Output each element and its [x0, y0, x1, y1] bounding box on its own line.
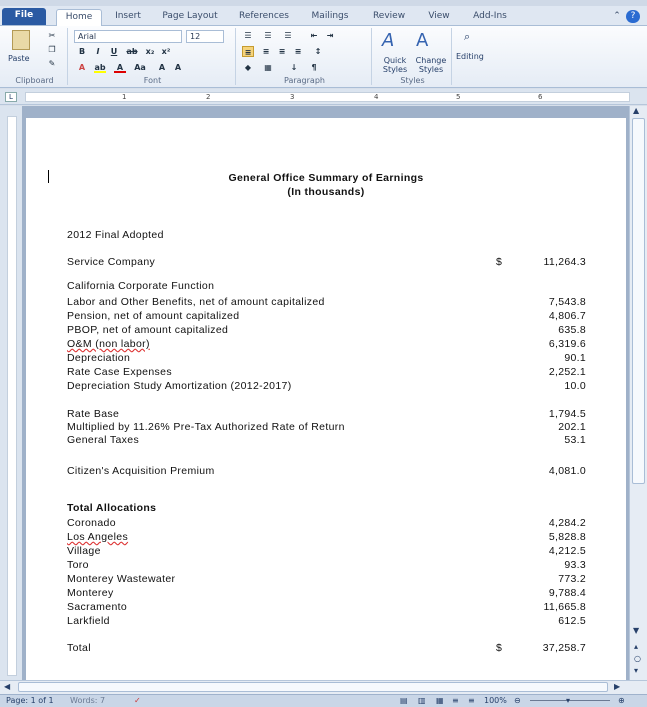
scroll-down-icon[interactable]: ▼: [633, 626, 640, 635]
paragraph-label: Paragraph: [284, 76, 325, 85]
allocations-heading: Total Allocations: [67, 502, 157, 514]
section-label: 2012 Final Adopted: [67, 229, 164, 241]
line-item-label: Depreciation: [67, 352, 131, 364]
change-styles-icon[interactable]: A: [416, 30, 429, 51]
help-icon[interactable]: ?: [626, 10, 640, 23]
allocation-value: 9,788.4: [548, 587, 586, 599]
line-item-label: PBOP, net of amount capitalized: [67, 324, 229, 336]
allocation-value: 612.5: [558, 615, 586, 627]
horizontal-scroll-thumb[interactable]: [18, 682, 608, 692]
minimize-ribbon-icon[interactable]: ⌃: [613, 11, 621, 21]
word-count[interactable]: Words: 7: [70, 696, 106, 705]
horizontal-scrollbar[interactable]: [0, 680, 647, 694]
copy-icon[interactable]: ❐: [48, 45, 56, 54]
allocation-label: Coronado: [67, 517, 116, 529]
allocation-value: 4,284.2: [548, 517, 586, 529]
font-size-box[interactable]: 12: [186, 30, 224, 43]
font-label: Font: [143, 76, 162, 85]
allocation-value: 93.3: [564, 559, 586, 571]
line-item-label: Rate Base: [67, 408, 120, 420]
total-value: 37,258.7: [542, 642, 586, 654]
bullets-icon[interactable]: ☰: [244, 31, 252, 40]
justify-icon[interactable]: ≡: [294, 47, 302, 56]
line-item-value: 4,806.7: [548, 310, 586, 322]
find-icon[interactable]: ⌕: [464, 30, 471, 43]
line-item-value: 90.1: [564, 352, 586, 364]
horizontal-ruler: [0, 89, 647, 105]
shading-icon[interactable]: ◆: [244, 63, 252, 72]
tab-selector[interactable]: L: [5, 92, 17, 102]
line-item-label: Multiplied by 11.26% Pre-Tax Authorized Rate of Return: [67, 421, 345, 433]
line-item-value: 202.1: [558, 421, 586, 433]
underline-icon[interactable]: U: [110, 47, 118, 56]
browse-object-icon[interactable]: ○: [634, 654, 641, 663]
document-area: [22, 106, 629, 680]
scroll-thumb[interactable]: [632, 118, 645, 484]
ruler-number: 4: [374, 93, 379, 101]
styles-group: [374, 28, 452, 85]
service-company-label: Service Company: [67, 256, 156, 268]
clipboard-label: Clipboard: [15, 76, 54, 85]
allocation-label: Monterey: [67, 587, 114, 599]
increase-indent-icon[interactable]: ⇥: [326, 31, 334, 40]
highlight-icon[interactable]: ab: [94, 63, 106, 72]
grow-font-icon[interactable]: A: [158, 63, 166, 72]
ruler-track: [25, 92, 630, 102]
line-item-value: 7,543.8: [548, 296, 586, 308]
line-item-value: 10.0: [564, 380, 586, 392]
font-color-icon[interactable]: A: [114, 62, 126, 73]
line-item-value: 2,252.1: [548, 366, 586, 378]
outline-icon[interactable]: ≡: [452, 696, 459, 705]
premium-label: Citizen's Acquisition Premium: [67, 465, 215, 477]
strikethrough-icon[interactable]: ab: [126, 47, 138, 56]
shrink-font-icon[interactable]: A: [174, 63, 182, 72]
previous-page-icon[interactable]: ▴: [634, 642, 639, 651]
draft-icon[interactable]: ≡: [468, 696, 475, 705]
vertical-scrollbar[interactable]: [629, 106, 647, 680]
line-item-value: 53.1: [564, 434, 586, 446]
ribbon-tab-bar: [0, 6, 647, 26]
align-right-icon[interactable]: ≡: [278, 47, 286, 56]
zoom-in-icon[interactable]: ⊕: [618, 696, 625, 705]
align-center-icon[interactable]: ≡: [262, 47, 270, 56]
styles-label: Styles: [400, 76, 425, 85]
bold-icon[interactable]: B: [78, 47, 86, 56]
next-page-icon[interactable]: ▾: [634, 666, 639, 675]
decrease-indent-icon[interactable]: ⇤: [310, 31, 318, 40]
line-item-label: Labor and Other Benefits, net of amount capitalized: [67, 296, 325, 308]
paste-button[interactable]: Paste: [8, 54, 30, 63]
tab-view[interactable]: View: [428, 11, 450, 21]
allocation-label: Sacramento: [67, 601, 128, 613]
currency-symbol: $: [496, 642, 503, 654]
change-case-icon[interactable]: Aa: [134, 63, 146, 72]
web-layout-icon[interactable]: ▦: [436, 696, 444, 705]
scroll-up-icon[interactable]: ▲: [633, 106, 640, 115]
tab-add-ins[interactable]: Add-Ins: [473, 11, 507, 21]
numbering-icon[interactable]: ☰: [264, 31, 272, 40]
scroll-left-icon[interactable]: ◀: [4, 682, 11, 691]
italic-icon[interactable]: I: [96, 47, 100, 56]
tab-file[interactable]: File: [2, 8, 46, 25]
format-painter-icon[interactable]: ✎: [48, 59, 56, 68]
tab-references[interactable]: References: [238, 11, 289, 21]
premium-value: 4,081.0: [548, 465, 586, 477]
multilevel-list-icon[interactable]: ☰: [284, 31, 292, 40]
allocation-label: Toro: [67, 559, 89, 571]
page-count[interactable]: Page: 1 of 1: [6, 696, 54, 705]
ruler-number: 3: [290, 93, 295, 101]
ccf-heading: California Corporate Function: [67, 280, 215, 292]
tab-home[interactable]: Home: [56, 9, 102, 27]
document-title: General Office Summary of Earnings: [228, 172, 424, 184]
quick-styles-button[interactable]: Quick Styles: [382, 56, 408, 74]
line-item-value: 1,794.5: [548, 408, 586, 420]
font-group: [70, 28, 236, 85]
allocation-label: Monterey Wastewater: [67, 573, 176, 585]
print-layout-icon[interactable]: ▤: [400, 696, 408, 705]
quick-styles-icon[interactable]: A: [382, 30, 395, 51]
editing-group: [454, 28, 494, 85]
line-item-label: General Taxes: [67, 434, 140, 446]
paste-icon[interactable]: [12, 30, 30, 50]
vertical-ruler: [0, 106, 22, 680]
editing-button[interactable]: Editing: [456, 52, 484, 61]
paragraph-group: [238, 28, 372, 85]
allocation-label: Village: [67, 545, 101, 557]
allocation-value: 773.2: [558, 573, 586, 585]
line-item-label: O&M (non labor): [67, 338, 150, 350]
allocation-label: Larkfield: [67, 615, 110, 627]
align-left-icon[interactable]: ≡: [242, 46, 254, 57]
proofing-icon[interactable]: ✓: [134, 696, 141, 705]
allocation-label: Los Angeles: [67, 531, 129, 543]
borders-icon[interactable]: ▦: [264, 63, 272, 72]
document-subtitle: (In thousands): [287, 186, 365, 198]
line-item-value: 6,319.6: [548, 338, 586, 350]
tab-mailings[interactable]: Mailings: [311, 11, 349, 21]
document-page[interactable]: [26, 118, 626, 680]
ruler-number: 5: [456, 93, 461, 101]
font-name-box[interactable]: Arial: [74, 30, 182, 43]
allocation-value: 4,212.5: [548, 545, 586, 557]
vertical-ruler-track: [7, 116, 17, 676]
line-item-label: Depreciation Study Amortization (2012-2017): [67, 380, 292, 392]
text-effects-icon[interactable]: A: [78, 63, 86, 72]
tab-review[interactable]: Review: [372, 11, 406, 21]
ruler-number: 1: [122, 93, 127, 101]
tab-page-layout[interactable]: Page Layout: [162, 11, 218, 21]
sort-icon[interactable]: ↓: [290, 63, 298, 72]
line-item-value: 635.8: [558, 324, 586, 336]
ruler-number: 2: [206, 93, 211, 101]
ribbon: [0, 26, 647, 88]
currency-symbol: $: [496, 256, 503, 268]
line-spacing-icon[interactable]: ↕: [314, 47, 322, 56]
zoom-out-icon[interactable]: ⊖: [514, 696, 521, 705]
ruler-number: 6: [538, 93, 543, 101]
zoom-slider-thumb[interactable]: ▾: [566, 696, 571, 705]
change-styles-button[interactable]: Change Styles: [415, 56, 447, 74]
clipboard-group: [2, 28, 68, 85]
status-bar: [0, 694, 647, 707]
line-item-label: Rate Case Expenses: [67, 366, 172, 378]
superscript-icon[interactable]: x²: [161, 47, 171, 56]
tab-insert[interactable]: Insert: [115, 11, 141, 21]
show-formatting-icon[interactable]: ¶: [311, 63, 317, 72]
allocation-value: 11,665.8: [543, 601, 586, 613]
cut-icon[interactable]: ✂: [48, 31, 56, 40]
scroll-right-icon[interactable]: ▶: [614, 682, 621, 691]
service-company-value: 11,264.3: [543, 256, 586, 268]
allocation-value: 5,828.8: [548, 531, 586, 543]
full-screen-reading-icon[interactable]: ▥: [418, 696, 426, 705]
zoom-level[interactable]: 100%: [484, 696, 507, 705]
total-label: Total: [67, 642, 91, 654]
line-item-label: Pension, net of amount capitalized: [67, 310, 240, 322]
subscript-icon[interactable]: x₂: [145, 47, 155, 56]
